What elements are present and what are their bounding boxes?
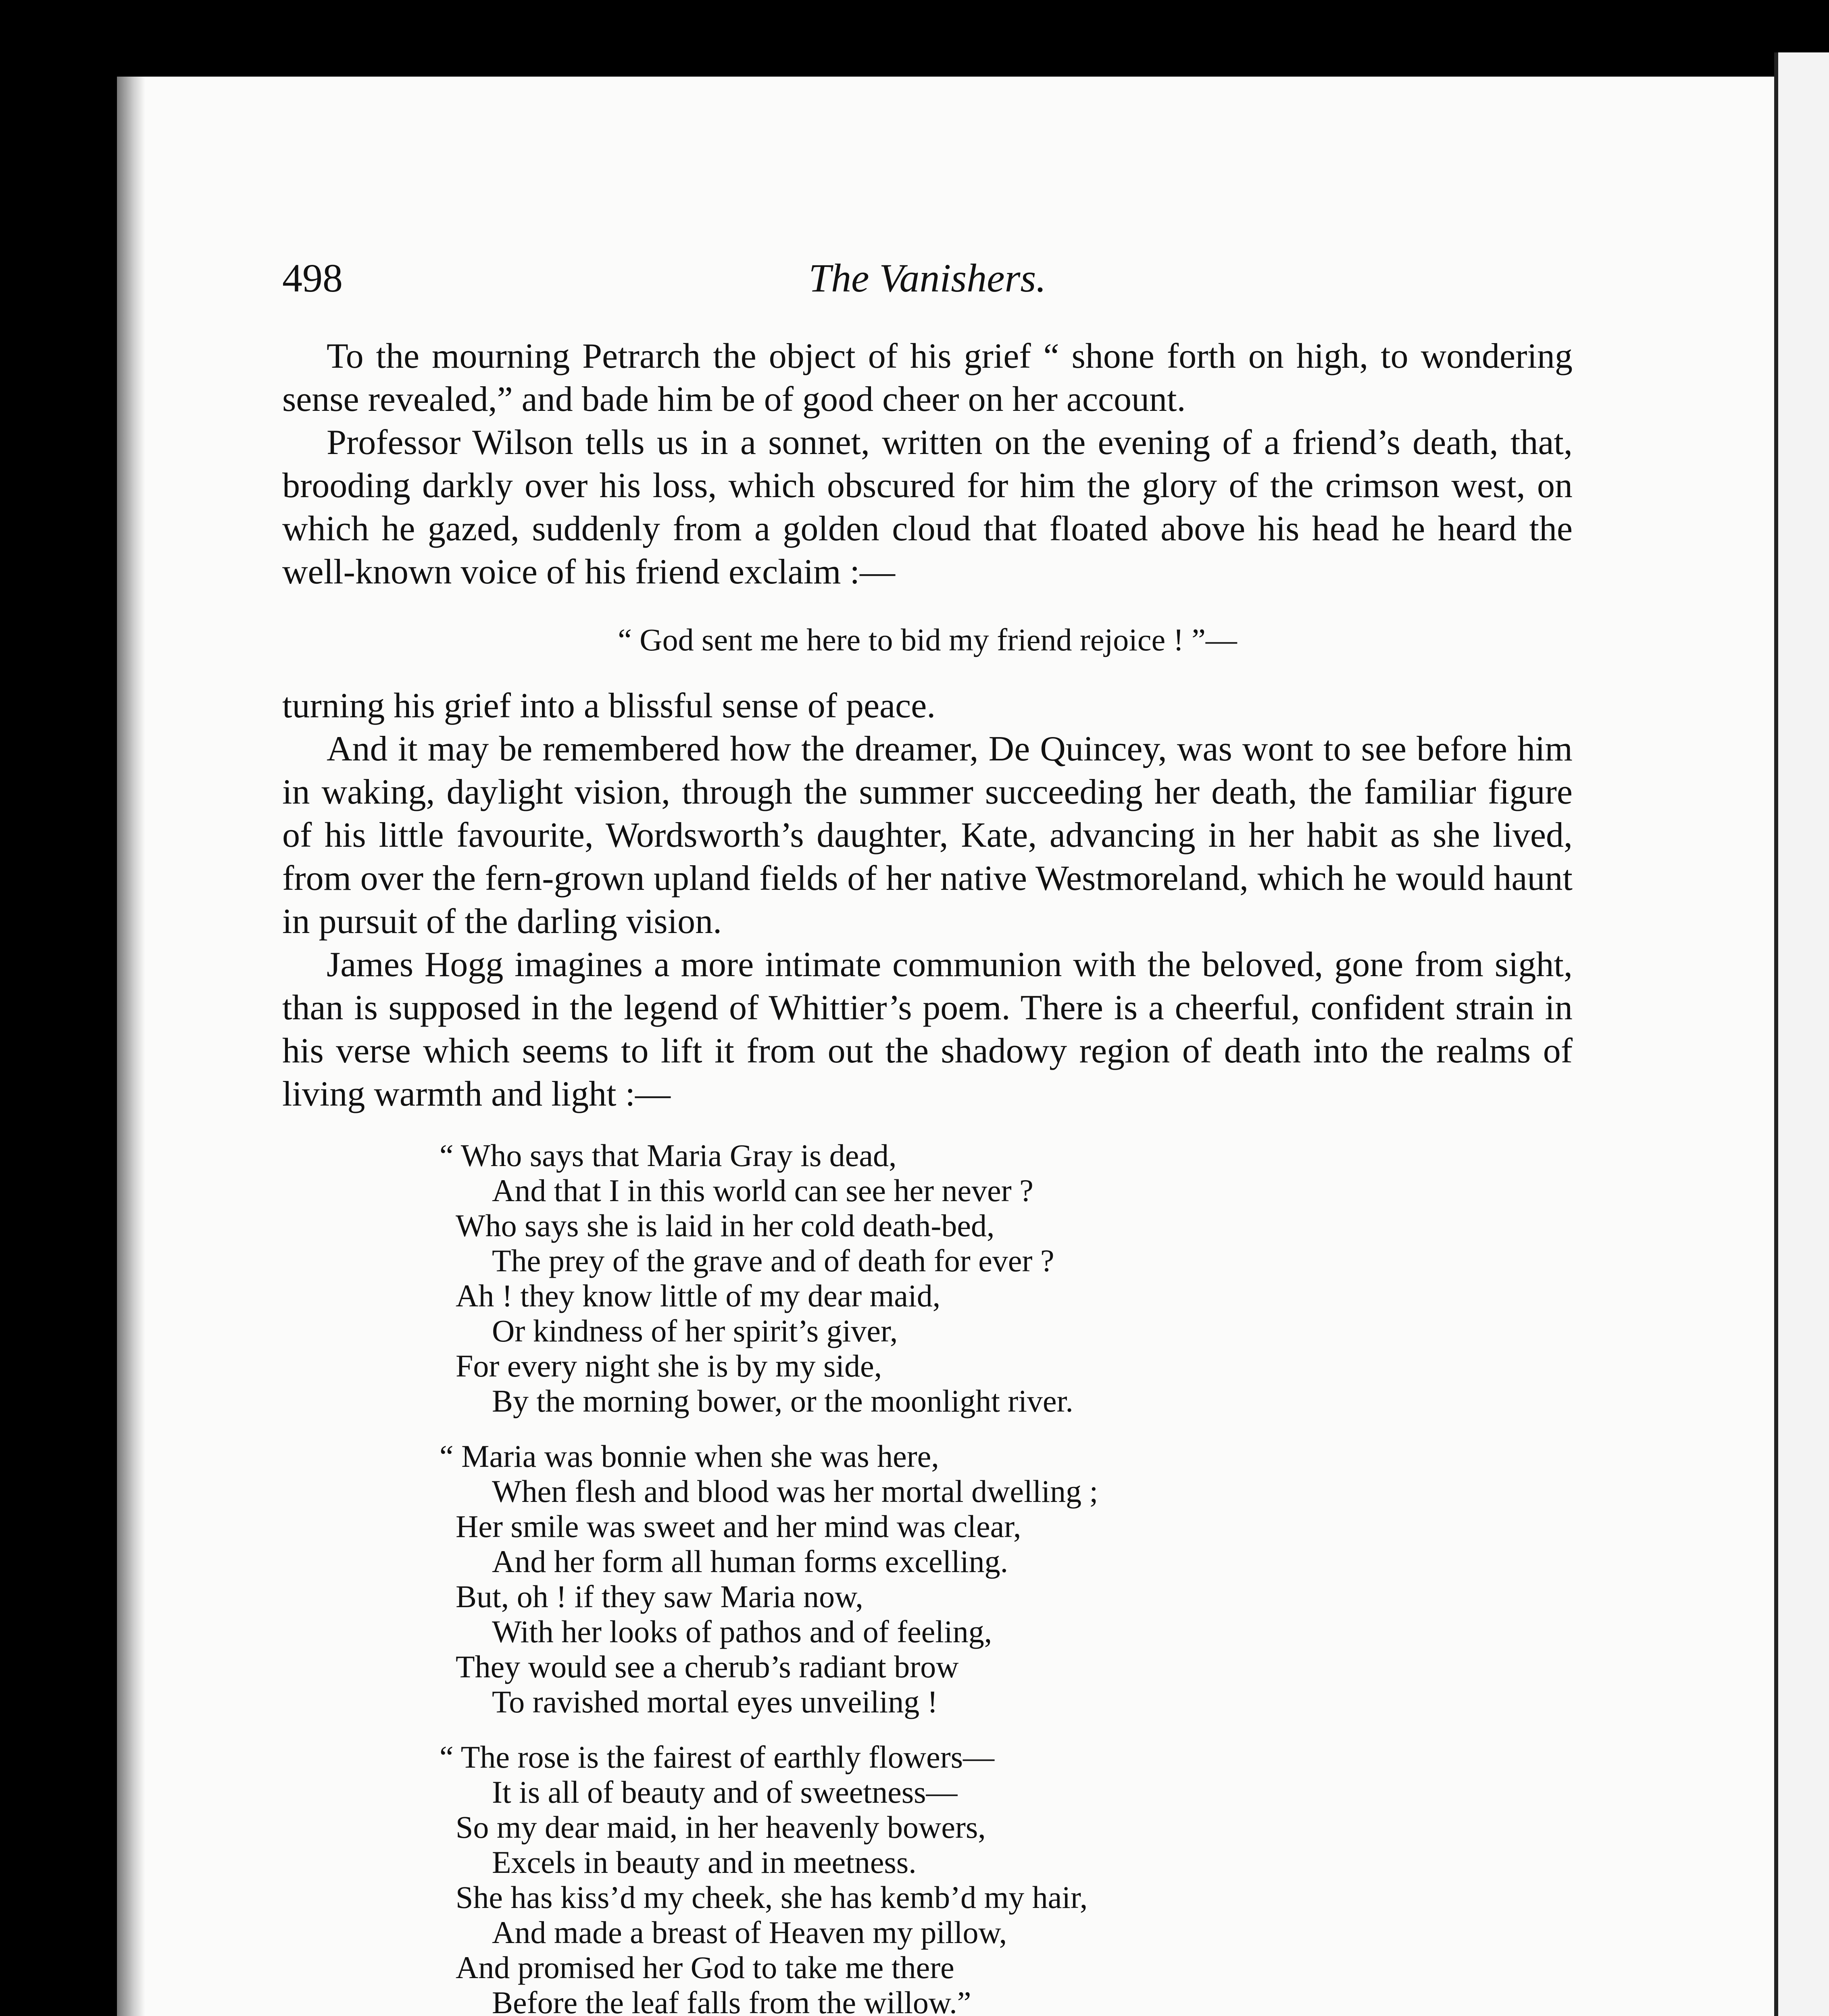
poem-line: She has kiss’d my cheek, she has kemb’d my hair, — [456, 1880, 1088, 1915]
poem-line: Who says she is laid in her cold death-bed, — [456, 1208, 995, 1243]
poem-line: To ravished mortal eyes unveiling ! — [492, 1684, 938, 1719]
page-body — [282, 335, 1573, 2016]
running-title: The Vanishers. — [808, 256, 1046, 300]
poem-line: When flesh and blood was her mortal dwelling ; — [492, 1474, 1098, 1509]
poem-line: But, oh ! if they saw Maria now, — [456, 1579, 863, 1614]
poem-stanza-2 — [440, 1439, 1573, 1719]
poem-stanza-3 — [440, 1739, 1573, 2016]
poem-line: Before the leaf falls from the willow.” — [492, 1985, 971, 2016]
poem-line: The prey of the grave and of death for ever ? — [492, 1243, 1054, 1278]
poem-line: And promised her God to take me there — [456, 1950, 954, 1985]
poem-line: Her smile was sweet and her mind was clear, — [456, 1509, 1021, 1544]
poem-line: By the morning bower, or the moonlight river. — [492, 1383, 1073, 1418]
page-number: 498 — [282, 256, 343, 300]
page-gutter-shadow — [117, 77, 145, 2016]
paragraph-hogg: James Hogg imagines a more intimate communion with the beloved, gone from sight, than is supposed in the legend of Whittier’s poem. There is a cheerful, confident strain in his verse which seems to lift it from out the shadowy region of death into the realms of living warmth and light :— — [282, 945, 1573, 1114]
poem-line: Or kindness of her spirit’s giver, — [492, 1313, 898, 1348]
page-header — [282, 250, 1573, 306]
poem-line: Ah ! they know little of my dear maid, — [456, 1278, 941, 1313]
poem — [440, 1138, 1573, 2016]
poem-line: With her looks of pathos and of feeling, — [492, 1614, 992, 1649]
poem-line: “ Who says that Maria Gray is dead, — [440, 1138, 897, 1173]
poem-line: “ The rose is the fairest of earthly flowers— — [440, 1739, 995, 1774]
poem-line: It is all of beauty and of sweetness— — [492, 1774, 958, 1810]
paragraph-petrarch: To the mourning Petrarch the object of his grief “ shone forth on high, to wondering sense revealed,” and bade him be of good cheer on her account. — [282, 337, 1573, 419]
poem-line: They would see a cherub’s radiant brow — [456, 1649, 959, 1684]
paragraph-wilson: Professor Wilson tells us in a sonnet, written on the evening of a friend’s death, that, brooding darkly over his loss, which obscured for him the glory of the crimson west, on which he gazed, suddenly from a golden cloud that floated above his head he heard the well-known voice of his friend exclaim :— — [282, 423, 1573, 591]
poem-line: For every night she is by my side, — [456, 1348, 882, 1383]
quotation: “ God sent me here to bid my friend rejoice ! ”— — [618, 622, 1237, 657]
poem-line: And that I in this world can see her never ? — [492, 1173, 1033, 1208]
next-page-edge — [1774, 52, 1829, 2016]
poem-line: So my dear maid, in her heavenly bowers, — [456, 1810, 986, 1845]
paragraph-continuation: turning his grief into a blissful sense of peace. — [282, 686, 936, 725]
poem-line: And made a breast of Heaven my pillow, — [492, 1915, 1007, 1950]
poem-stanza-1 — [440, 1138, 1573, 1418]
poem-line: Excels in beauty and in meetness. — [492, 1845, 917, 1880]
poem-line: And her form all human forms excelling. — [492, 1544, 1008, 1579]
poem-line: “ Maria was bonnie when she was here, — [440, 1439, 939, 1474]
paragraph-de-quincey: And it may be remembered how the dreamer, De Quincey, was wont to see before him in waking, daylight vision, through the summer succeeding her death, the familiar figure of his little favourite, Wordsworth’s daughter, Kate, advancing in her habit as she lived, from over the fern-grown upland fields of her native Westmoreland, which he would haunt in pursuit of the darling vision. — [282, 729, 1573, 941]
